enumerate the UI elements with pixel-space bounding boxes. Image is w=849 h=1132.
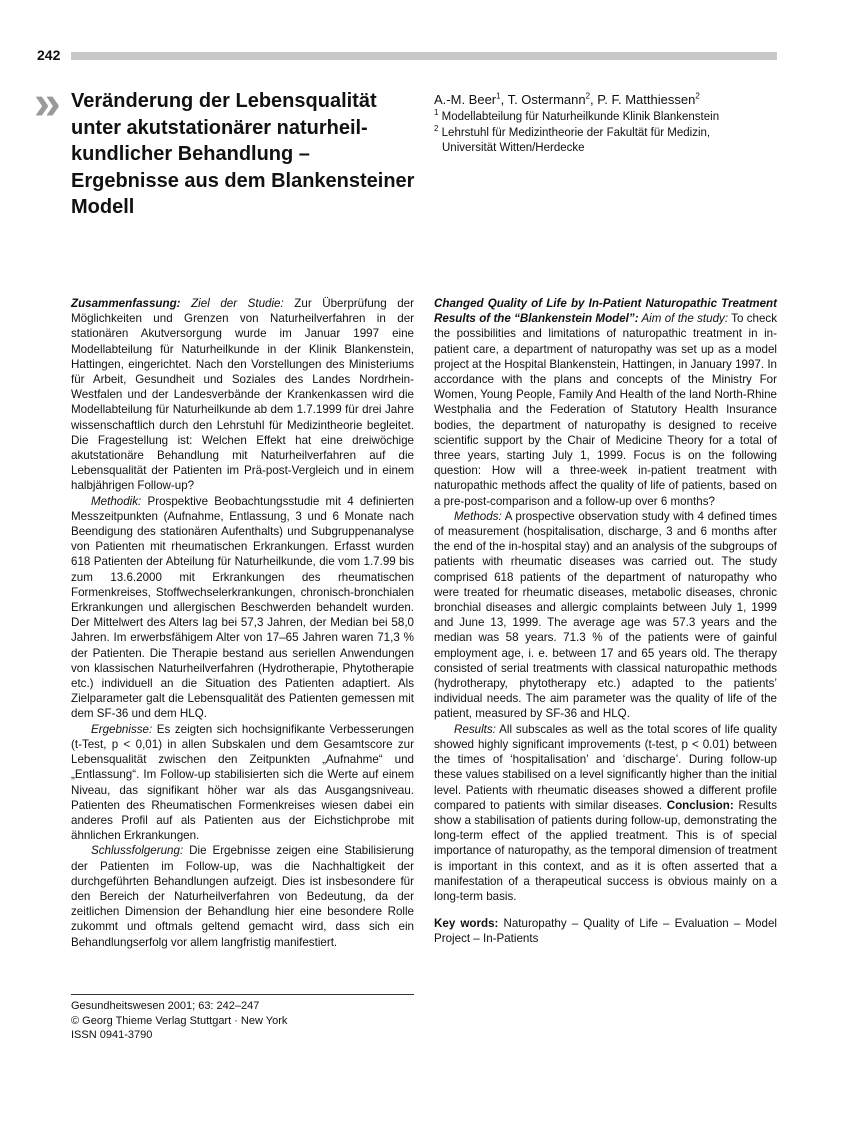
footer-issn: ISSN 0941-3790 — [71, 1029, 153, 1041]
english-p2-text: A prospective observation study with 4 defined times of measurement (hospitalisation, discharge, 3 and 6 months after the end of the in-hospital stay) and an analysis of the subgroups of patients with rheumatic diseases was carried out. The study comprised 618 patients of the department of naturopathy who were treated for rheumatic diseases, metabolic diseases, chronic bronchial diseases and allergic complaints between July 1, 1999 and June 13, 1999. The average age was 57.3 years and the median was 58 years. 71.3 % of the patients were of gainful employment age, i. e. between 17 and 65 years old. The therapy consisted of serial treatments with classical naturopathic methods (hydrotherapy, phytotherapy etc.) adapted to the patients’ individual needs. The aim parameter was the quality of life of the patient, measured by SF-36 and HLQ. — [434, 509, 777, 721]
german-p2-text: Prospektive Beobachtungsstudie mit 4 definierten Messzeitpunkten (Aufnahme, Entlassung, 3 und 6 Monate nach Beendigung des stationären Aufenthalts) und Subgruppenanalyse von Patienten mit rheumatischen Erkrankungen. Erfasst wurden 618 Patienten der Abteilung für Naturheilkunde, die vom 1.7.99 bis zum 13.6.2000 mit Erkrankungen des rheumatischen Formenkreises, Stoffwechselerkrankungen, chronisch-bronchialen Erkrankungen und allergischen Beschwerden behandelt wurden. Der Mittelwert des Alters lag bei 57,3 Jahren, der Median bei 58,0 Jahren. Im erwerbsfähigem Alter von 17–65 Jahren waren 71,3 % der Patienten. Die Therapie bestand aus seriellen Anwendungen von klassischen Naturheilverfahren (Hydrotherapie, Phytotherapie etc.) individuell an die Situation des Patienten adaptiert. Als Zielparameter galt die Lebensqualität des Patienten gemessen mit dem SF-36 und dem HLQ. — [71, 494, 414, 721]
german-p3 — [71, 722, 414, 844]
german-p3-text: Es zeigten sich hochsignifikante Verbesserungen (t-Test, p < 0,01) in allen Subskalen und dem Gesamtscore zur Lebensqualität zwischen den Zeitpunkten „Aufnahme“ und „Entlassung“. Im Follow-up stabilisierten sich die Werte auf einem Niveau, das signifikant höher war als das Ausgangsniveau. Patienten des Rheumatischen Formenkreises wiesen dabei ein anderes Profil auf als Patienten aus der Eichstichprobe mit ähnlichen Erkrankungen. — [71, 722, 414, 843]
german-p4-text: Die Ergebnisse zeigen eine Stabilisierung der Patienten im Follow-up, was die Nachhaltigkeit der durchgeführten Behandlungen aufzeigt. Dies ist insbesondere für den Bereich der Naturheilverfahren von Bedeutung, da der zeitlichen Dimension der Behandlung hier eine besondere Rolle zukommt und oftmals geltend gemacht wird, dass sich ein Behandlungserfolg vor allem langfristig manifestiert. — [71, 844, 414, 949]
authors — [434, 90, 784, 110]
english-title-label: Changed Quality of Life by In-Patient Naturopathic Treatment Results of the “Blankenstein Model”: — [434, 297, 777, 326]
page-number: 242 — [37, 47, 61, 63]
author-2-sup: 2 — [585, 91, 591, 101]
german-methodik-label: Methodik: — [91, 494, 142, 508]
footer-rule — [71, 994, 414, 995]
english-p1 — [434, 296, 777, 509]
german-abstract — [71, 296, 414, 950]
author-1-sup: 1 — [496, 91, 501, 101]
footer — [71, 999, 287, 1043]
german-ergebnisse-label: Ergebnisse: — [91, 722, 153, 736]
english-methods-label: Methods: — [454, 509, 502, 523]
footer-publisher: © Georg Thieme Verlag Stuttgart · New York — [71, 1014, 288, 1027]
footer-citation: Gesundheitswesen 2001; 63: 242–247 — [71, 1000, 260, 1012]
english-conclusion-label: Conclusion: — [666, 798, 734, 812]
author-2: , T. Ostermann — [500, 92, 586, 107]
key-words — [434, 916, 777, 946]
english-p3-text: All subscales as well as the total scores of life quality showed highly significant improvements (t-test, p < 0.01) between the times of ‘hospitalisation’ and ‘discharge’. During follow-up these values stabilised on a level significantly higher than the initial level. Patients with rheumatic diseases showed a different profile compared to patients with similar diseases. — [434, 722, 777, 812]
affiliation-1 — [434, 110, 784, 126]
english-p1-text: To check the possibilities and limitations of naturopathic treatment in in-patient care, a department of naturopathy was set up as a model project at the Hospital Blankenstein, Hattingen, in January 1997. In accordance with the plans and concepts of the Ministry For Women, Young People, Family And Health of the land North-Rhine Westphalia and the Federation of Statutory Health Insurance bodies, the department of naturopathy is designed to receive scientific support by the Chair of Medicine Theory for a total of three years, starting July 1, 1999. Focus is on the following question: How will a three-week in-patient treatment with naturopathic methods affect the quality of life of patients, based on a pre-post-comparison and a follow-up over 6 months? — [434, 312, 778, 508]
english-abstract — [434, 296, 777, 947]
header-bar — [71, 52, 777, 60]
quote-mark: » — [34, 77, 61, 130]
german-p1 — [71, 296, 414, 494]
german-schluss-label: Schlussfolgerung: — [91, 844, 184, 858]
author-3-sup: 2 — [695, 91, 700, 101]
english-conclusion-text: Results show a stabilisation of patients during follow-up, demonstrating the long-term effect of the applied treatment. This is of special importance of naturopathy, as the temporal dimension of treatment is important in this context, and as it is often asserted that a manifestation of a therapeutical success is obvious mainly on a long-term basis. — [434, 798, 777, 903]
english-results-label: Results: — [454, 722, 496, 736]
affiliation-2-text: Lehrstuhl für Medizintheorie der Fakultät für Medizin, — [438, 126, 711, 139]
english-p3 — [434, 722, 777, 904]
affiliation-1-sup: 1 — [434, 108, 439, 118]
key-words-text: Naturopathy – Quality of Life – Evaluation – Model Project – In-Patients — [434, 917, 777, 946]
german-p4 — [71, 843, 414, 949]
english-aim-label: Aim of the study: — [638, 312, 729, 326]
key-words-label: Key words: — [434, 917, 499, 931]
affiliation-1-text: Modellabteilung für Naturheilkunde Klinik Blankenstein — [438, 111, 720, 123]
english-p2 — [434, 509, 777, 722]
authors-block — [434, 90, 784, 157]
german-ziel-label: Ziel der Studie: — [180, 297, 284, 310]
german-zusammenfassung-label: Zusammenfassung: — [71, 297, 181, 310]
article-title: Veränderung der Lebensqualität unter akutstationärer naturheil-kundlicher Behandlung – Ergebnisse aus dem Blankensteiner Modell — [71, 90, 415, 218]
affiliation-2-cont: Universität Witten/Herdecke — [442, 142, 585, 154]
german-p1-text: Zur Überprüfung der Möglichkeiten und Grenzen von Naturheilverfahren in der stationären Akutversorgung wurde im Januar 1997 eine Modellabteilung für Naturheilkunde in der Klinik Blankenstein, Hattingen, eingerichtet. Nach den Vorstellungen des Ministeriums für Arbeit, Gesundheit und Soziales des Landes Nordrhein-Westfalen und der Landesverbände der Krankenkassen wird die Modellabteilung für Naturheilkunde ab dem 1.7.1999 für drei Jahre wissenschaftlich durch den Lehrstuhl für Medizintheorie begleitet. Die Fragestellung ist: Welchen Effekt hat eine dreiwöchige akutstationäre Behandlung mit Naturheilverfahren auf die Lebensqualität der Patienten im Prä-post-Vergleich und in einem halbjährigen Follow-up? — [71, 297, 414, 493]
author-3: , P. F. Matthiessen — [590, 92, 696, 107]
affiliation-2-sup: 2 — [434, 123, 439, 133]
affiliation-2 — [434, 123, 784, 142]
german-p2 — [71, 494, 414, 722]
author-1: A.-M. Beer — [434, 92, 497, 107]
